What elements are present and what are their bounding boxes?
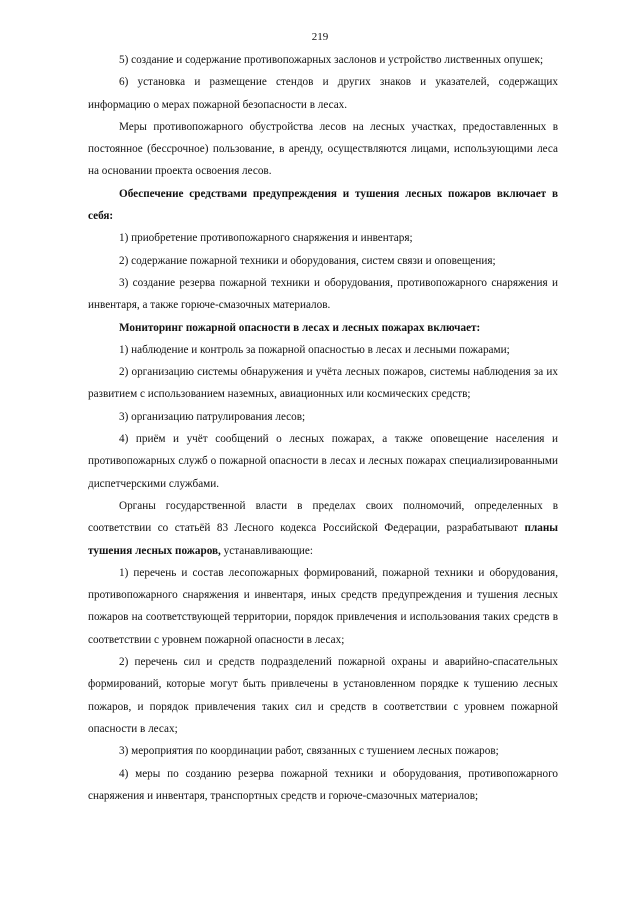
- paragraph: Меры противопожарного обустройства лесов на лесных участках, предоставленных в постоянное (бессрочное) пользование, в аренду, осуществляются лицами, использующими леса на основании проекта освоения лесов.: [88, 120, 558, 178]
- paragraph: [88, 495, 558, 562]
- list-item: 3) мероприятия по координации работ, связанных с тушением лесных пожаров;: [119, 745, 499, 758]
- page-body: [88, 49, 558, 807]
- bold-term: планы тушения лесных пожаров,: [88, 522, 558, 557]
- list-item: 4) меры по созданию резерва пожарной техники и оборудования, противопожарного снаряжения и инвентаря, транспортных средств и горюче-смазочных материалов;: [88, 767, 558, 802]
- list-item: 4) приём и учёт сообщений о лесных пожарах, а также оповещение населения и противопожарных служб о пожарной опасности в лесах и лесных пожарах специализированными диспетчерскими службами.: [88, 433, 558, 490]
- paragraph: 5) создание и содержание противопожарных заслонов и устройство лиственных опушек;: [119, 54, 544, 66]
- paragraph-text: Органы государственной власти в пределах своих полномочий, определенных в соответствии со статьёй 83 Лесного кодекса Российской Федерации, разрабатывают: [88, 499, 558, 535]
- list-item: 1) приобретение противопожарного снаряжения и инвентаря;: [119, 232, 413, 245]
- section-heading: Мониторинг пожарной опасности в лесах и лесных пожарах включает:: [119, 321, 481, 334]
- section-heading: Обеспечение средствами предупреждения и тушения лесных пожаров включает в себя:: [88, 187, 558, 223]
- list-item: 3) создание резерва пожарной техники и оборудования, противопожарного снаряжения и инвентаря, а также горюче-смазочных материалов.: [88, 276, 558, 312]
- paragraph: 6) установка и размещение стендов и других знаков и указателей, содержащих информацию о мерах пожарной безопасности в лесах.: [88, 76, 558, 111]
- list-item: 2) организацию системы обнаружения и учёта лесных пожаров, системы наблюдения за их развитием с использованием наземных, авиационных или космических средств;: [88, 366, 558, 401]
- paragraph-text: устанавливающие:: [220, 544, 313, 557]
- page-number: 219: [311, 31, 329, 43]
- list-item: 2) перечень сил и средств подразделений пожарной охраны и аварийно-спасательных формирований, которые могут быть привлечены в установленном порядке к тушению лесных пожаров, и порядок привлечения таких сил и средств в соответствии с уровнем пожарной опасности в лесах;: [88, 656, 558, 735]
- list-item: 2) содержание пожарной техники и оборудования, систем связи и оповещения;: [119, 254, 496, 267]
- list-item: 3) организацию патрулирования лесов;: [119, 410, 306, 423]
- list-item: 1) перечень и состав лесопожарных формирований, пожарной техники и оборудования, противопожарного снаряжения и инвентаря, иных средств предупреждения и тушения лесных пожаров на соответствующей территории, порядок привлечения и использования таких средств в соответствии с уровнем пожарной опасности в лесах;: [88, 566, 558, 646]
- list-item: 1) наблюдение и контроль за пожарной опасностью в лесах и лесными пожарами;: [119, 343, 510, 356]
